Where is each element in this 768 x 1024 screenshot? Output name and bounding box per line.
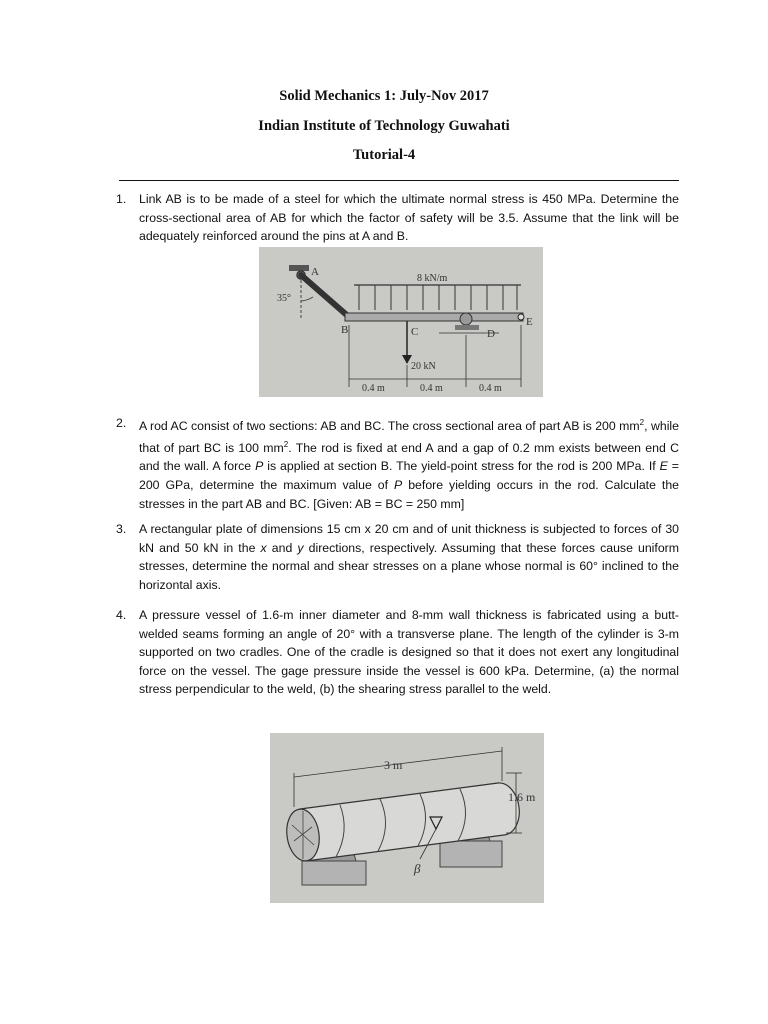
angle-arc <box>301 297 313 301</box>
force-label: 20 kN <box>411 361 436 372</box>
diameter-label: 1.6 m <box>508 790 536 804</box>
base-left <box>302 861 366 885</box>
base-right <box>440 841 502 867</box>
question-3 <box>116 520 679 594</box>
figure-pressure-vessel <box>270 733 544 903</box>
support-d-pin <box>460 313 472 325</box>
length-label: 3 m <box>384 758 403 772</box>
label-c: C <box>411 326 419 338</box>
question-number: 2. <box>116 416 127 430</box>
course-title: Solid Mechanics 1: July-Nov 2017 <box>279 88 489 104</box>
load-arrows <box>359 285 517 310</box>
angle-label: 35° <box>277 293 291 304</box>
dimension-lines <box>349 325 521 387</box>
question-number: 4. <box>116 608 127 622</box>
beam <box>345 313 523 321</box>
question-4 <box>116 606 679 699</box>
question-text: A rod AC consist of two sections: AB and BC. The cross sectional area of part AB is 200 $mm^2$, while that of part BC is 100 $mm^2$. The rod is fixed at end A and a gap of 0.2 mm exists between end C and the wall. A force P is applied at section B. The yield-point stress for the rod is 200 MPa. If E = 200 GPa, determine the maximum value of P before yielding occurs in the rod. Calculate the stresses in the part AB and BC. [Given: AB = BC = 250 mm] <box>139 418 680 511</box>
label-a: A <box>311 266 319 278</box>
question-2 <box>116 414 679 513</box>
load-label: 8 kN/m <box>417 273 448 284</box>
question-text: Link AB is to be made of a steel for which the ultimate normal stress is 450 MPa. Determine the cross-sectional area of AB for which the factor of safety will be 3.5. Assume that the link will be adequately reinforced around the pins at A and B. <box>139 192 679 244</box>
dimension-2: 0.4 m <box>420 383 443 394</box>
figure-beam-link <box>259 247 543 397</box>
question-1 <box>116 190 679 246</box>
support-a-plate <box>289 265 309 271</box>
question-number: 1. <box>116 192 127 206</box>
dimension-3: 0.4 m <box>479 383 502 394</box>
pin-e <box>518 314 524 320</box>
question-number: 3. <box>116 522 127 536</box>
institute-name: Indian Institute of Technology Guwahati <box>258 118 510 134</box>
header-rule <box>119 180 679 181</box>
link-ab <box>301 275 349 317</box>
support-d-base <box>455 325 479 330</box>
dimension-1: 0.4 m <box>362 383 385 394</box>
beta-label: β <box>414 861 421 876</box>
question-text: A rectangular plate of dimensions 15 cm x 20 cm and of unit thickness is subjected to forces of 30 kN and 50 kN in the x and y directions, respectively. Assuming that these forces cause uniform stresses, determine the normal and shear stresses on a plane whose normal is 60° inclined to the horizontal axis. <box>139 522 680 592</box>
tutorial-title: Tutorial-4 <box>352 147 416 163</box>
label-d: D <box>487 328 495 340</box>
question-text: A pressure vessel of 1.6-m inner diameter and 8-mm wall thickness is fabricated using a butt-welded seams forming an angle of 20° with a transverse plane. The length of the cylinder is 3-m supported on two cradles. One of the cradle is designed so that it does not exert any longitudinal force on the vessel. The gage pressure inside the vessel is 600 kPa. Determine, (a) the normal stress perpendicular to the weld, (b) the shearing stress parallel to the weld. <box>139 608 679 697</box>
label-b: B <box>341 324 349 336</box>
label-e: E <box>526 316 533 328</box>
